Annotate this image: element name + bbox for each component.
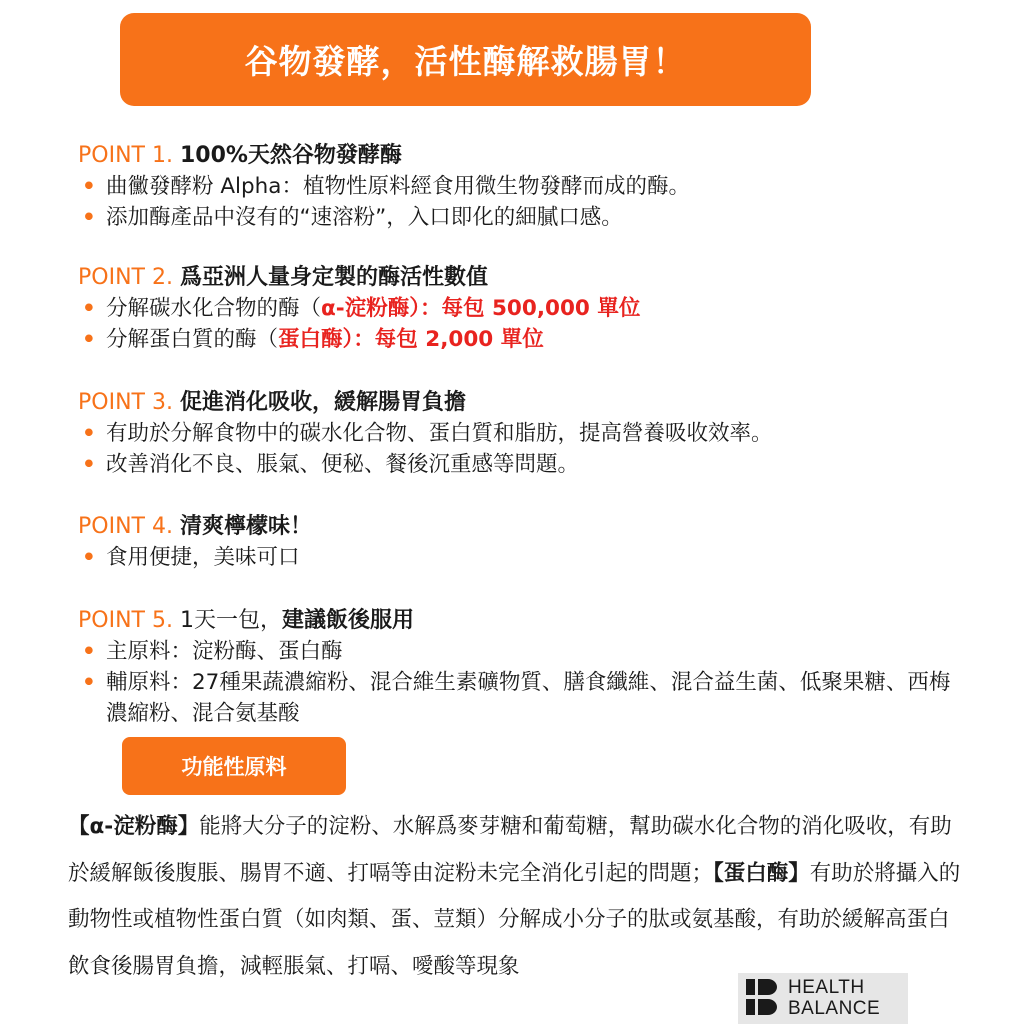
point-2-section <box>78 263 978 355</box>
list-item: • 有助於分解食物中的碳水化合物、蛋白質和脂肪，提高營養吸收效率。 <box>82 421 773 446</box>
protease-value: 蛋白酶）：每包 2,000 單位 <box>278 327 544 352</box>
point-4-heading-text: 清爽檸檬味！ <box>179 514 312 539</box>
point-1-label: POINT 1 <box>78 143 166 168</box>
point-2-heading: POINT 2. 爲亞洲人量身定製的酶活性數值 <box>78 265 488 290</box>
point-3-heading: POINT 3. 促進消化吸收，緩解腸胃負擔 <box>78 390 466 415</box>
ingredient-description <box>68 804 968 990</box>
point-3-section <box>78 388 978 480</box>
logo-wordmark: HEALTH BALANCE <box>788 977 881 1019</box>
list-item: • 主原料：淀粉酶、蛋白酶 <box>82 639 343 664</box>
list-item: • 分解蛋白質的酶（蛋白酶）：每包 2,000 單位 <box>82 327 544 352</box>
point-5-dosage: 1天一包， <box>179 608 282 633</box>
functional-ingredients-text: 功能性原料 <box>181 755 287 779</box>
amylase-term: 【α-淀粉酶】 <box>68 814 200 839</box>
list-item: • 食用便捷，美味可口 <box>82 545 300 570</box>
point-5-section <box>78 606 978 729</box>
point-4-section <box>78 512 978 573</box>
point-5-label: POINT 5 <box>78 608 166 633</box>
amylase-value: α-淀粉酶）：每包 500,000 單位 <box>321 296 641 321</box>
list-item: • 輔原料：27種果蔬濃縮粉、混合維生素礦物質、膳食纖維、混合益生菌、低聚果糖、西梅濃縮粉、混合氨基酸 <box>82 670 951 726</box>
list-item: • 改善消化不良、脹氣、便秘、餐後沉重感等問題。 <box>82 452 580 477</box>
point-4-label: POINT 4 <box>78 514 166 539</box>
protease-description: 有助於將攝入的動物性或植物性蛋白質（如肉類、蛋、荳類）分解成小分子的肽或氨基酸，有助於緩解高蛋白飲食後腸胃負擔，減輕脹氣、打嗝、噯酸等現象 <box>68 860 961 979</box>
point-3-heading-text: 促進消化吸收，緩解腸胃負擔 <box>179 390 466 415</box>
protease-term: 【蛋白酶】 <box>713 860 810 886</box>
amylase-description: 能將大分子的淀粉、水解爲麥芽糖和葡萄糖，幫助碳水化合物的消化吸收，有助於緩解飯後腹脹、腸胃不適、打嗝等由淀粉未完全消化引起的問題； <box>68 814 952 886</box>
point-5-heading-text: 建議飯後服用 <box>281 608 414 633</box>
point-1-section <box>78 141 978 233</box>
hb-logo-icon <box>746 979 782 1017</box>
health-balance-logo <box>738 973 908 1024</box>
functional-ingredients-label <box>122 737 346 795</box>
point-5-heading: POINT 5. 1天一包，建議飯後服用 <box>78 608 414 633</box>
point-3-label: POINT 3 <box>78 390 166 415</box>
point-1-heading-text: 100%天然谷物發酵酶 <box>179 143 402 168</box>
point-2-label: POINT 2 <box>78 265 166 290</box>
list-item: • 分解碳水化合物的酶（α-淀粉酶）：每包 500,000 單位 <box>82 296 641 321</box>
title-banner <box>120 13 811 106</box>
list-item: • 添加酶產品中沒有的“速溶粉”，入口即化的細膩口感。 <box>82 205 623 230</box>
list-item: • 曲黴發酵粉 Alpha：植物性原料經食用微生物發酵而成的酶。 <box>82 174 690 199</box>
point-2-heading-text: 爲亞洲人量身定製的酶活性數值 <box>179 265 488 290</box>
banner-title: 谷物發酵，活性酶解救腸胃！ <box>244 42 687 81</box>
point-1-heading: POINT 1. 100%天然谷物發酵酶 <box>78 143 402 168</box>
point-4-heading: POINT 4. 清爽檸檬味！ <box>78 514 312 539</box>
